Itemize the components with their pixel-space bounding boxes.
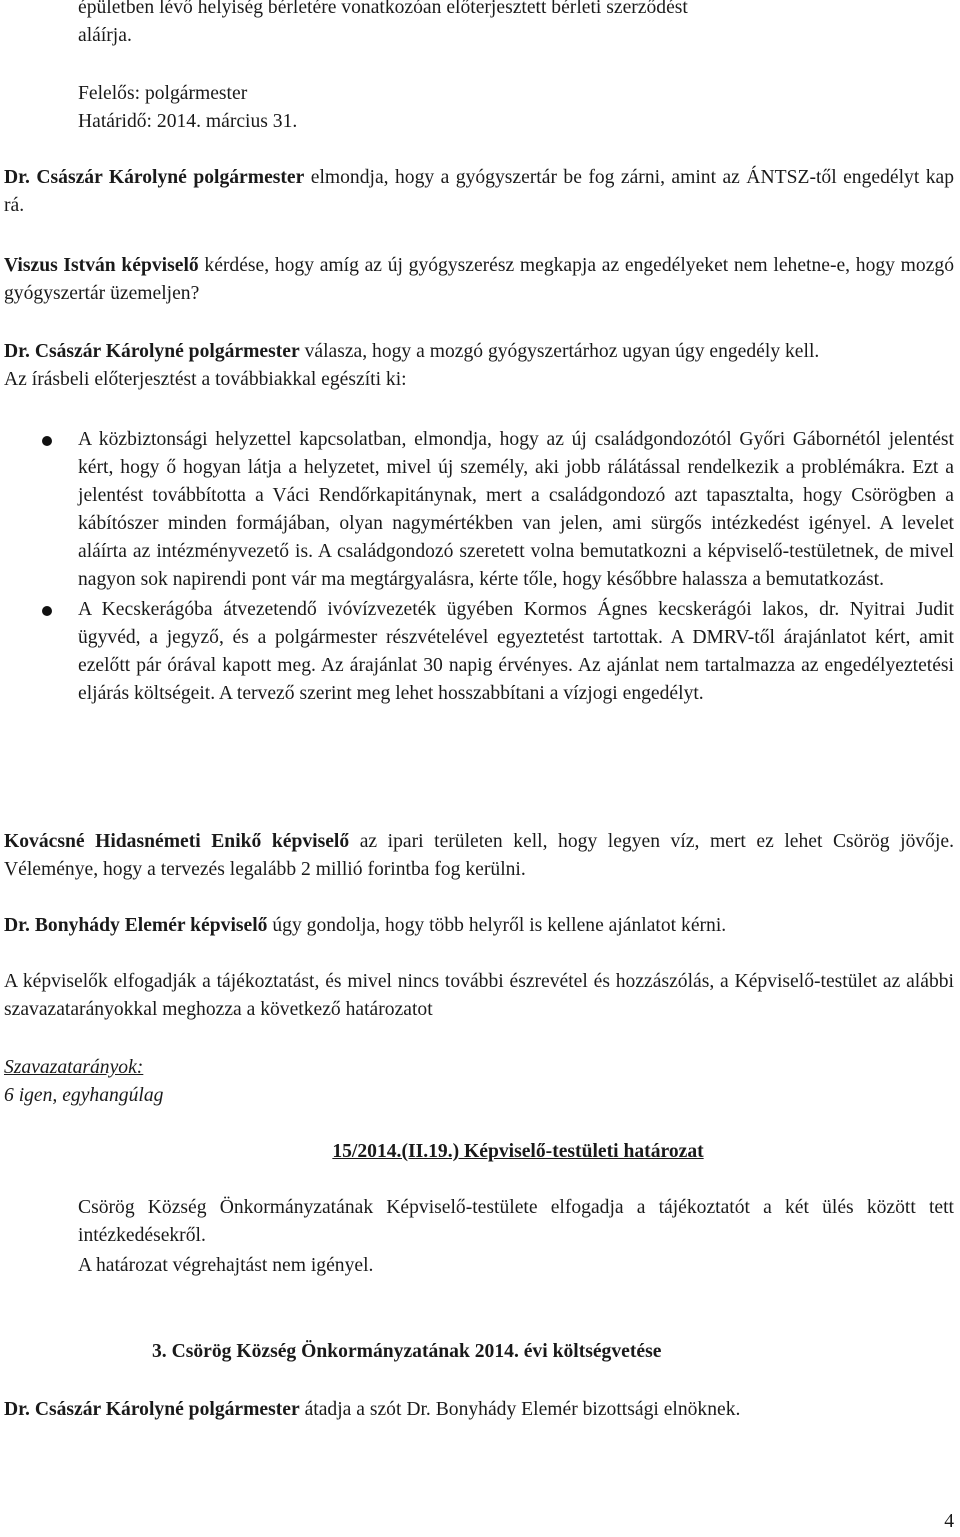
paragraph-mayor-statement [4,164,954,220]
resolution-body: Csörög Község Önkormányzatának Képviselő-testülete elfogadja a tájékoztatót a két ülés között tett intézkedésekről. [78,1197,954,1246]
intro-text: Az írásbeli előterjesztést a továbbiakkal egészíti ki: [4,369,407,390]
list-item [78,596,954,708]
paragraph-question [4,252,954,308]
bullet-list [78,426,954,710]
continuation-paragraph [78,0,954,50]
list-item [78,426,954,594]
paragraph-text: válasza, hogy a mozgó gyógyszertárhoz ugyan úgy engedély kell. [299,341,820,362]
list-item-text: A közbiztonsági helyzettel kapcsolatban, elmondja, hogy az új családgondozótól Győri Gábornétól jelentést kért, hogy ő hogyan látja a helyzetet, mivel új személy, aki jobb rálátással rendelkezik a problémákra. Ezt a jelentést továbbította a Váci Rendőrkapitánynak, mert a családgondozó azt tapasztalta, hogy Csörögben a kábítószer minden formájában, olyan nagymértékben van jelen, ami sürgős intézkedést igényel. A levelet aláírta az intézményvezető is. A családgondozó szeretett volna bemutatkozni a képviselő-testületnek, de mivel nagyon sok napirendi pont vár ma megtárgyalásra, kérte tőle, hogy későbbre halassza a bemutatkozást. [78,429,954,590]
responsible-line: Felelős: polgármester [78,83,248,104]
speaker-name: Dr. Császár Károlyné polgármester [4,1399,300,1420]
resolution-note: A határozat végrehajtást nem igényel. [78,1255,374,1276]
paragraph-text: elmondja, hogy a gyógyszertár be fog zárni, amint az ÁNTSZ-től engedélyt kap rá. [4,167,954,216]
vote-result: 6 igen, egyhangúlag [4,1085,164,1106]
speaker-name: Dr. Császár Károlyné polgármester [4,167,305,188]
speaker-name: Dr. Császár Károlyné polgármester [4,341,300,362]
continuation-line-2: aláírja. [78,25,132,46]
bullet-icon [42,436,52,446]
paragraph-mayor-handover [4,1396,954,1424]
bullet-icon [42,606,52,616]
paragraph-text: kérdése, hogy amíg az új gyógyszerész megkapja az engedélyeket nem lehetne-e, hogy mozgó gyógyszertár üzemeljen? [4,255,954,304]
vote-block [4,1054,954,1110]
responsibility-block [78,80,954,136]
deadline-line: Határidő: 2014. március 31. [78,111,298,132]
paragraph-representative-suggestion [4,912,954,940]
section-heading: 3. Csörög Község Önkormányzatának 2014. évi költségvetése [152,1341,662,1362]
paragraph-text: az ipari területen kell, hogy legyen víz, mert ez lehet Csörög jövője. Véleménye, hogy a tervezés legalább 2 millió forintba fog kerülni. [4,831,954,880]
page-number: 4 [944,1511,954,1532]
answer-text [4,338,954,366]
paragraph-text: úgy gondolja, hogy több helyről is kellene ajánlatot kérni. [267,915,727,936]
paragraph-mayor-answer [4,338,954,394]
paragraph-representative-opinion [4,828,954,884]
speaker-name: Kovácsné Hidasnémeti Enikő képviselő [4,831,350,852]
speaker-name: Dr. Bonyhády Elemér képviselő [4,915,268,936]
continuation-line-1: épületben lévő helyiség bérletére vonatkozóan előterjesztett bérleti szerződést [78,0,688,18]
list-item-text: A Kecskerágóba átvezetendő ivóvízvezeték ügyében Kormos Ágnes kecskerágói lakos, dr. Nyitrai Judit ügyvéd, a jegyző, és a polgármester részvételével egyeztetést tartottak. A DMRV-től árajánlatot kért, amit ezelőtt pár órával kapott meg. Az árajánlat 30 napig érvényes. Az ajánlat nem tartalmazza az engedélyeztetési eljárás költségeit. A tervező szerint meg lehet hosszabbítani a vízjogi engedélyt. [78,599,954,704]
paragraph-text: átadja a szót Dr. Bonyhády Elemér bizottsági elnöknek. [299,1399,741,1420]
vote-label: Szavazatarányok: [4,1057,144,1078]
speaker-name: Viszus István képviselő [4,255,199,276]
paragraph-decision-intro: A képviselők elfogadják a tájékoztatást, és mivel nincs további észrevétel és hozzászólás, a Képviselő-testület az alábbi szavazatarányokkal meghozza a következő határozatot [4,971,954,1020]
resolution-title: 15/2014.(II.19.) Képviselő-testületi határozat [332,1141,704,1162]
